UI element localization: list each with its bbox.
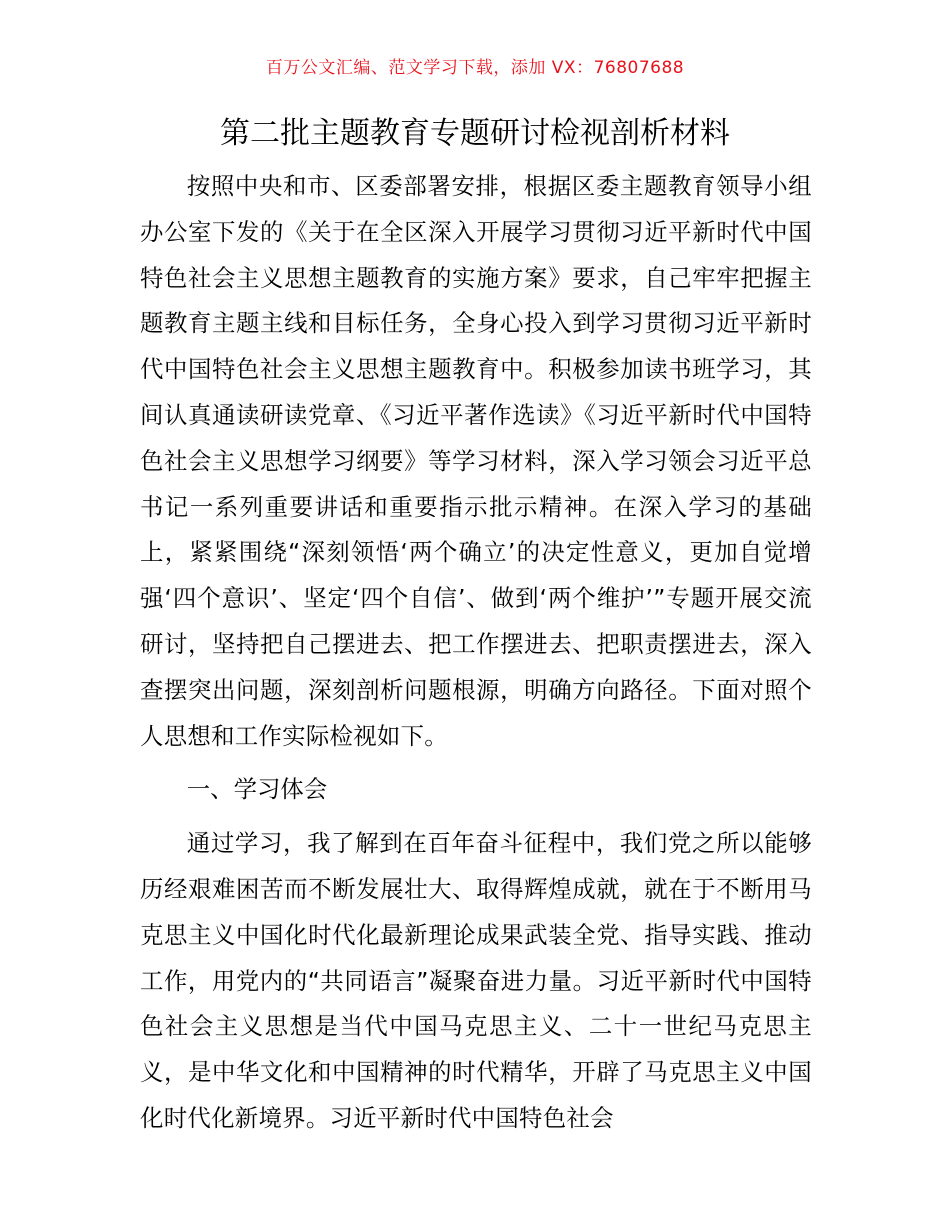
section-heading: 一、学习体会 <box>186 775 328 804</box>
intro-paragraph: 按照中央和市、区委部署安排，根据区委主题教育领导小组办公室下发的《关于在全区深入开展学习贯彻习近平新时代中国特色社会主义思想主题教育的实施方案》要求，自己牢牢把握主题教育主题主线和目标任务，全身心投入到学习贯彻习近平新时代中国特色社会主义思想主题教育中。积极参加读书班学习，其间认真通读研读党章、《习近平著作选读》《习近平新时代中国特色社会主义思想学习纲要》等学习材料，深入学习领会习近平总书记一系列重要讲话和重要指示批示精神。在深入学习的基础上，紧紧围绕“深刻领悟‘两个确立’的决定性意义，更加自觉增强‘四个意识’、坚定‘四个自信’、做到‘两个维护’”专题开展交流研讨，坚持把自己摆进去、把工作摆进去、把职责摆进去，深入查摆突出问题，深刻剖析问题根源，明确方向路径。下面对照个人思想和工作实际检视如下。 <box>140 172 812 750</box>
document-title: 第二批主题教育专题研讨检视剖析材料 <box>220 116 730 151</box>
section-paragraph: 通过学习，我了解到在百年奋斗征程中，我们党之所以能够历经艰难困苦而不断发展壮大、取得辉煌成就，就在于不断用马克思主义中国化时代化最新理论成果武装全党、指导实践、推动工作，用党内的“共同语言”凝聚奋进力量。习近平新时代中国特色社会主义思想是当代中国马克思主义、二十一世纪马克思主义，是中华文化和中国精神的时代精华，开辟了马克思主义中国化时代化新境界。习近平新时代中国特色社会 <box>140 829 812 1132</box>
header-watermark: 百万公文汇编、范文学习下载，添加 VX：76807688 <box>265 58 685 78</box>
document-body <box>140 164 812 1142</box>
